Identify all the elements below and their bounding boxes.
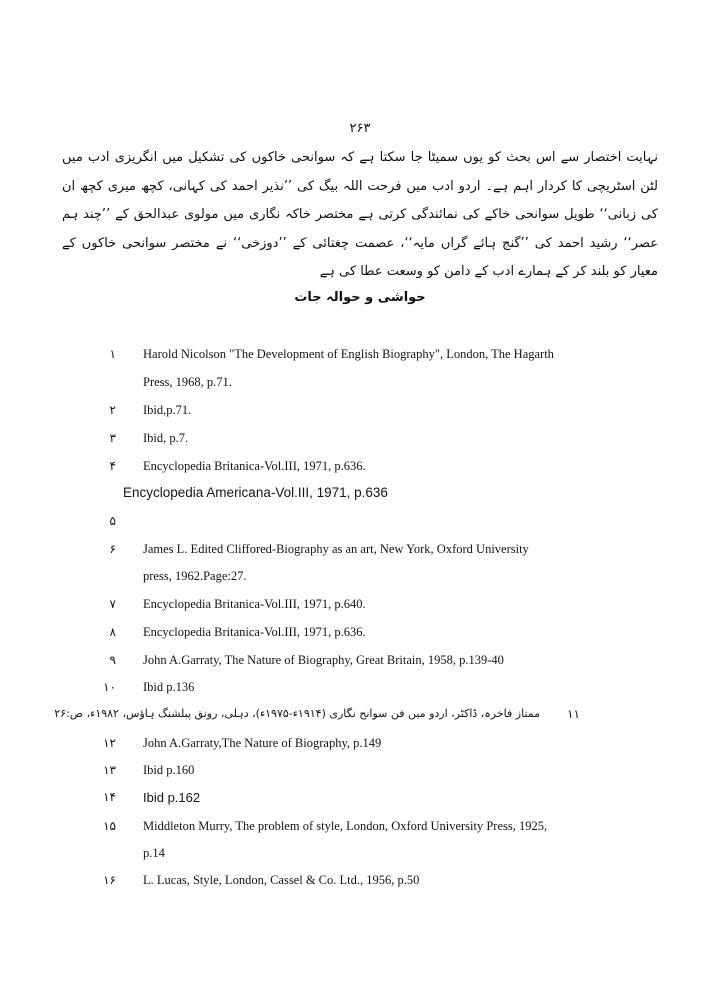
footnote-text: Encyclopedia Britanica-Vol.III, 1971, p.636.: [143, 459, 366, 473]
footnote-text: John A.Garraty, The Nature of Biography, Great Britain, 1958, p.139-40: [143, 653, 504, 667]
footnote-number: ۲: [109, 403, 116, 417]
footnote-number: ۱۲: [103, 736, 116, 750]
footnote-text: John A.Garraty,The Nature of Biography, p.149: [143, 736, 382, 750]
footnote-text: Encyclopedia Americana-Vol.III, 1971, p.636: [123, 485, 388, 500]
footnote-number: ۵: [109, 514, 116, 528]
page-number: ۲۶۳: [349, 121, 371, 136]
footnote-number: ۸: [109, 625, 116, 639]
footnote-text: L. Lucas, Style, London, Cassel & Co. Ltd., 1956, p.50: [143, 873, 420, 887]
footnote-number: ۶: [109, 542, 116, 556]
footnote-number: ۴: [109, 459, 116, 473]
footnote-text: Ibid p.162: [143, 790, 201, 805]
footnote-number: ۹: [109, 653, 116, 667]
footnote-text: Middleton Murry, The problem of style, London, Oxford University Press, 1925,: [143, 819, 548, 833]
footnote-number: ۱۵: [103, 819, 116, 833]
footnote-number: ۱۰: [103, 680, 116, 694]
footnote-text: Encyclopedia Britanica-Vol.III, 1971, p.636.: [143, 625, 366, 639]
footnote-text: Encyclopedia Britanica-Vol.III, 1971, p.640.: [143, 597, 366, 611]
intro-paragraph: نہایت اختصار سے اس بحث کو یوں سمیٹا جا سکتا ہے کہ سوانحی خاکوں کی تشکیل میں انگریزی ادب میں لٹن اسٹریچی کا کردار اہم ہے۔ اردو ادب میں فرحت اللہ بیگ کی ’’نذیر احمد کی کہانی، کچھ میری کچھ ان کی زبانی‘‘ طویل سوانحی خاکے کی نمائندگی کرتی ہے مختصر خاکہ نگاری میں مولوی عبدالحق کے ’’چند ہم عصر‘‘ رشید احمد کی ’’گنج ہائے گراں مایہ‘‘، عصمت چغتائی کے ’’دوزخی‘‘ نے مختصر سوانحی خاکوں کے معیار کو بلند کر کے ہمارے ادب کے دامن کو وسعت عطا کی ہے: [62, 150, 658, 280]
notes-heading: حواشی و حوالہ جات: [294, 290, 426, 305]
footnote-text: Ibid p.136: [143, 680, 195, 694]
footnote-number: ۱۶: [103, 873, 116, 887]
footnote-number: ۳: [109, 431, 116, 445]
footnote-text: James L. Edited Cliffored-Biography as an art, New York, Oxford University: [143, 542, 529, 556]
footnote-text: Ibid p.160: [143, 763, 195, 777]
footnote-text: Press, 1968, p.71.: [143, 375, 232, 389]
footnote-text: Ibid, p.7.: [143, 431, 189, 445]
footnote-number: ۱۳: [103, 763, 116, 777]
footnote-number: ۱: [109, 347, 116, 361]
footnote-number: ۱۴: [103, 790, 116, 804]
footnote-number: ۱۱: [567, 707, 580, 721]
footnote-text: Ibid,p.71.: [143, 403, 192, 417]
footnote-text: press, 1962.Page:27.: [143, 569, 247, 583]
footnote-text: ممتاز فاخرہ، ڈاکٹر، اردو میں فن سوانح نگاری (۱۹۱۴ء-۱۹۷۵ء)، دہلی، رونق پبلشنگ ہاؤس، ۱۹۸۲ء، ص:۲۶: [54, 707, 540, 720]
footnote-number: ۷: [109, 597, 116, 611]
footnote-text: Harold Nicolson "The Development of English Biography", London, The Hagarth: [143, 347, 554, 361]
footnote-text: p.14: [143, 846, 165, 860]
